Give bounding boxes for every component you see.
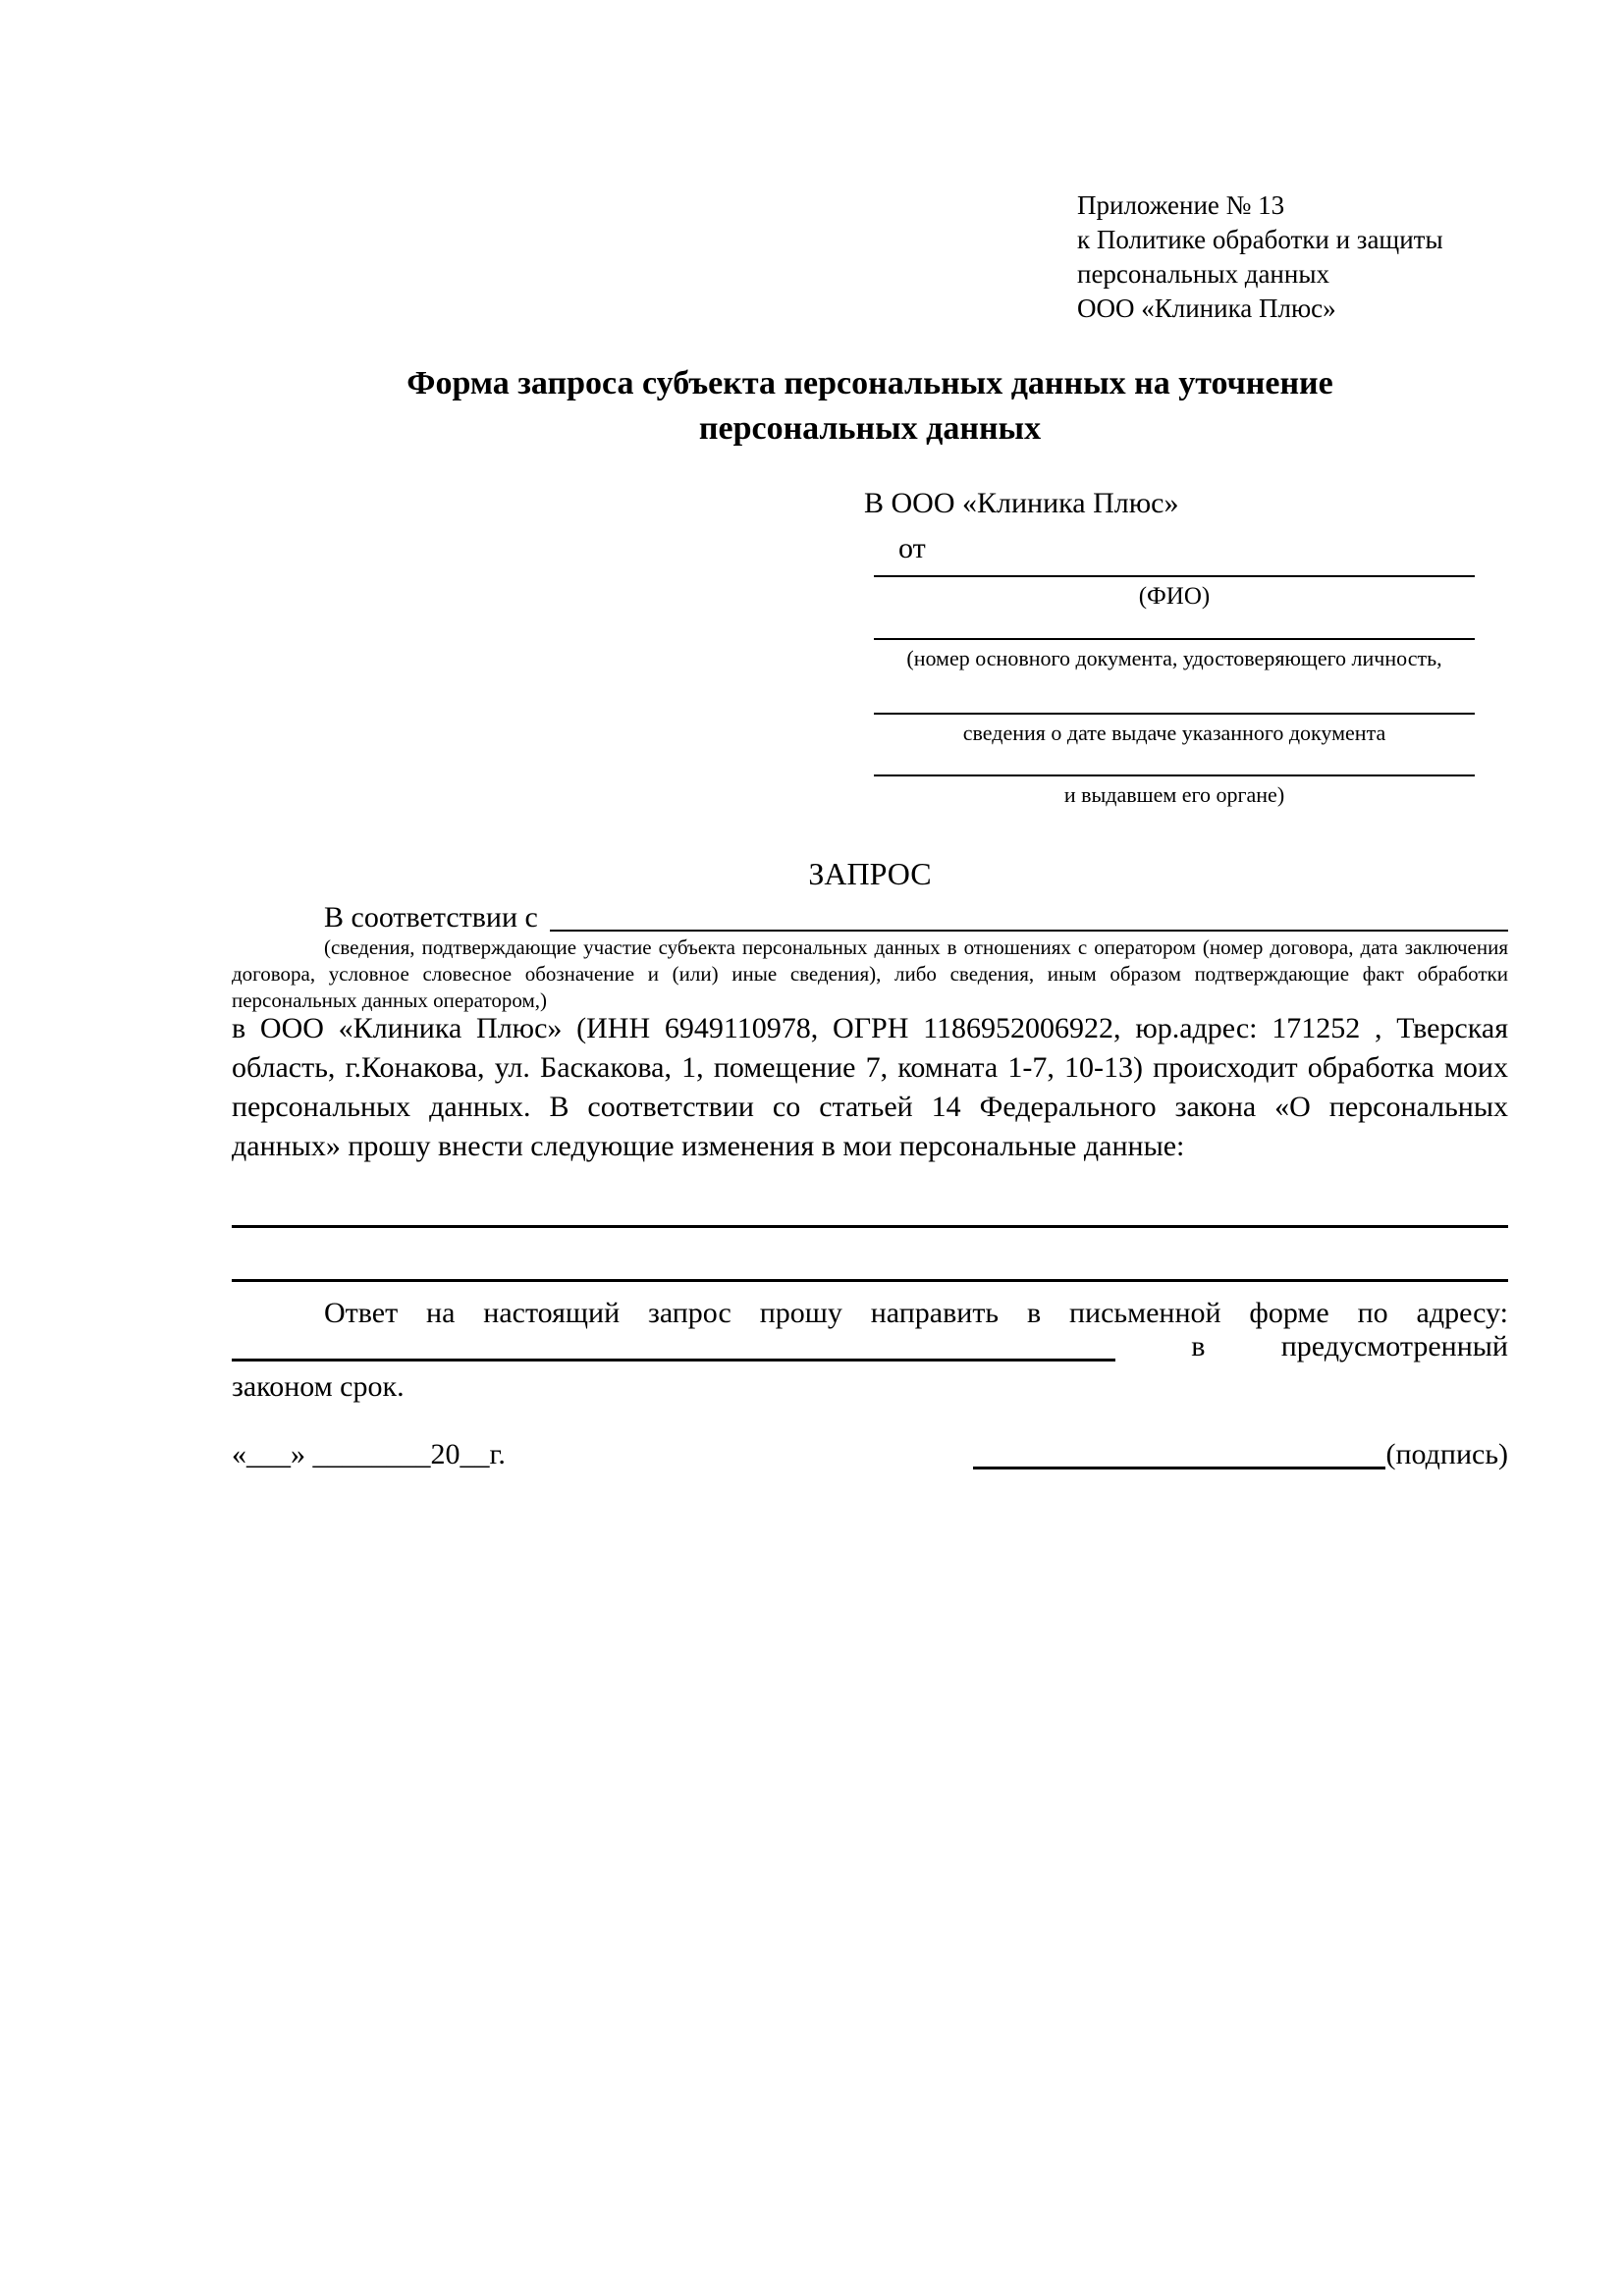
reply-word-predusmotrenny: предусмотренный <box>1280 1330 1508 1362</box>
reply-word-v: в <box>1191 1330 1206 1362</box>
reply-end: законом срок. <box>232 1370 405 1403</box>
intro-prefix: В соответствии с <box>324 901 538 934</box>
intro-row <box>232 899 1508 936</box>
appendix-line: к Политике обработки и защиты <box>1077 225 1443 254</box>
basis-blank-line <box>550 930 1508 932</box>
address-blank-line <box>232 1359 1115 1362</box>
page-title <box>232 361 1508 452</box>
addressee-from-label: от <box>898 532 926 564</box>
addressee-to: В ООО «Клиника Плюс» <box>864 487 1179 519</box>
document-number-blank-line <box>874 638 1475 640</box>
appendix-block <box>1077 188 1539 326</box>
small-print-note: (сведения, подтверждающие участие субъекта персональных данных в отношениях с оператором (номер договора, дата заключения договора, условное словесное обозначение и (или) иные сведения), либо сведения, иным образом подтверждающие факт обработки персональных данных оператором,) <box>232 935 1508 1012</box>
date-blank: «___» ________20__г. <box>232 1438 506 1470</box>
reply-instruction: Ответ на настоящий запрос прошу направить в письменной форме по адресу: <box>324 1297 1508 1329</box>
page-title-line: персональных данных <box>698 410 1042 447</box>
appendix-line: ООО «Клиника Плюс» <box>1077 294 1336 323</box>
issue-date-blank-line <box>874 713 1475 715</box>
footer-row <box>232 1435 1508 1474</box>
issue-date-caption: сведения о дате выдаче указанного документа <box>962 721 1386 745</box>
body-paragraph: в ООО «Клиника Плюс» (ИНН 6949110978, ОГРН 1186952006922, юр.адрес: 171252 , Тверская область, г.Конакова, ул. Баскакова, 1, помещение 7, комната 1-7, 10-13) происходит обработка моих персональных данных. В соответствии со статьей 14 Федерального закона «О персональных данных» прошу внести следующие изменения в мои персональные данные: <box>232 1012 1508 1162</box>
changes-blank-line-1 <box>232 1225 1508 1228</box>
reply-address-row <box>232 1327 1508 1366</box>
page-title-line: Форма запроса субъекта персональных данных на уточнение <box>406 365 1333 401</box>
fio-caption: (ФИО) <box>1138 583 1211 610</box>
appendix-line: персональных данных <box>1077 259 1329 289</box>
issuing-authority-caption: и выдавшем его органе) <box>1063 782 1285 807</box>
signature-group <box>973 1435 1508 1474</box>
document-number-caption: (номер основного документа, удостоверяющего личность, <box>906 646 1442 670</box>
signature-caption: (подпись) <box>1385 1438 1508 1470</box>
changes-blank-line-2 <box>232 1279 1508 1282</box>
issuing-authority-blank-line <box>874 774 1475 776</box>
signature-blank-line <box>973 1467 1385 1469</box>
fio-blank-line <box>874 575 1475 577</box>
request-heading: ЗАПРОС <box>808 856 932 891</box>
appendix-line: Приложение № 13 <box>1077 190 1285 220</box>
